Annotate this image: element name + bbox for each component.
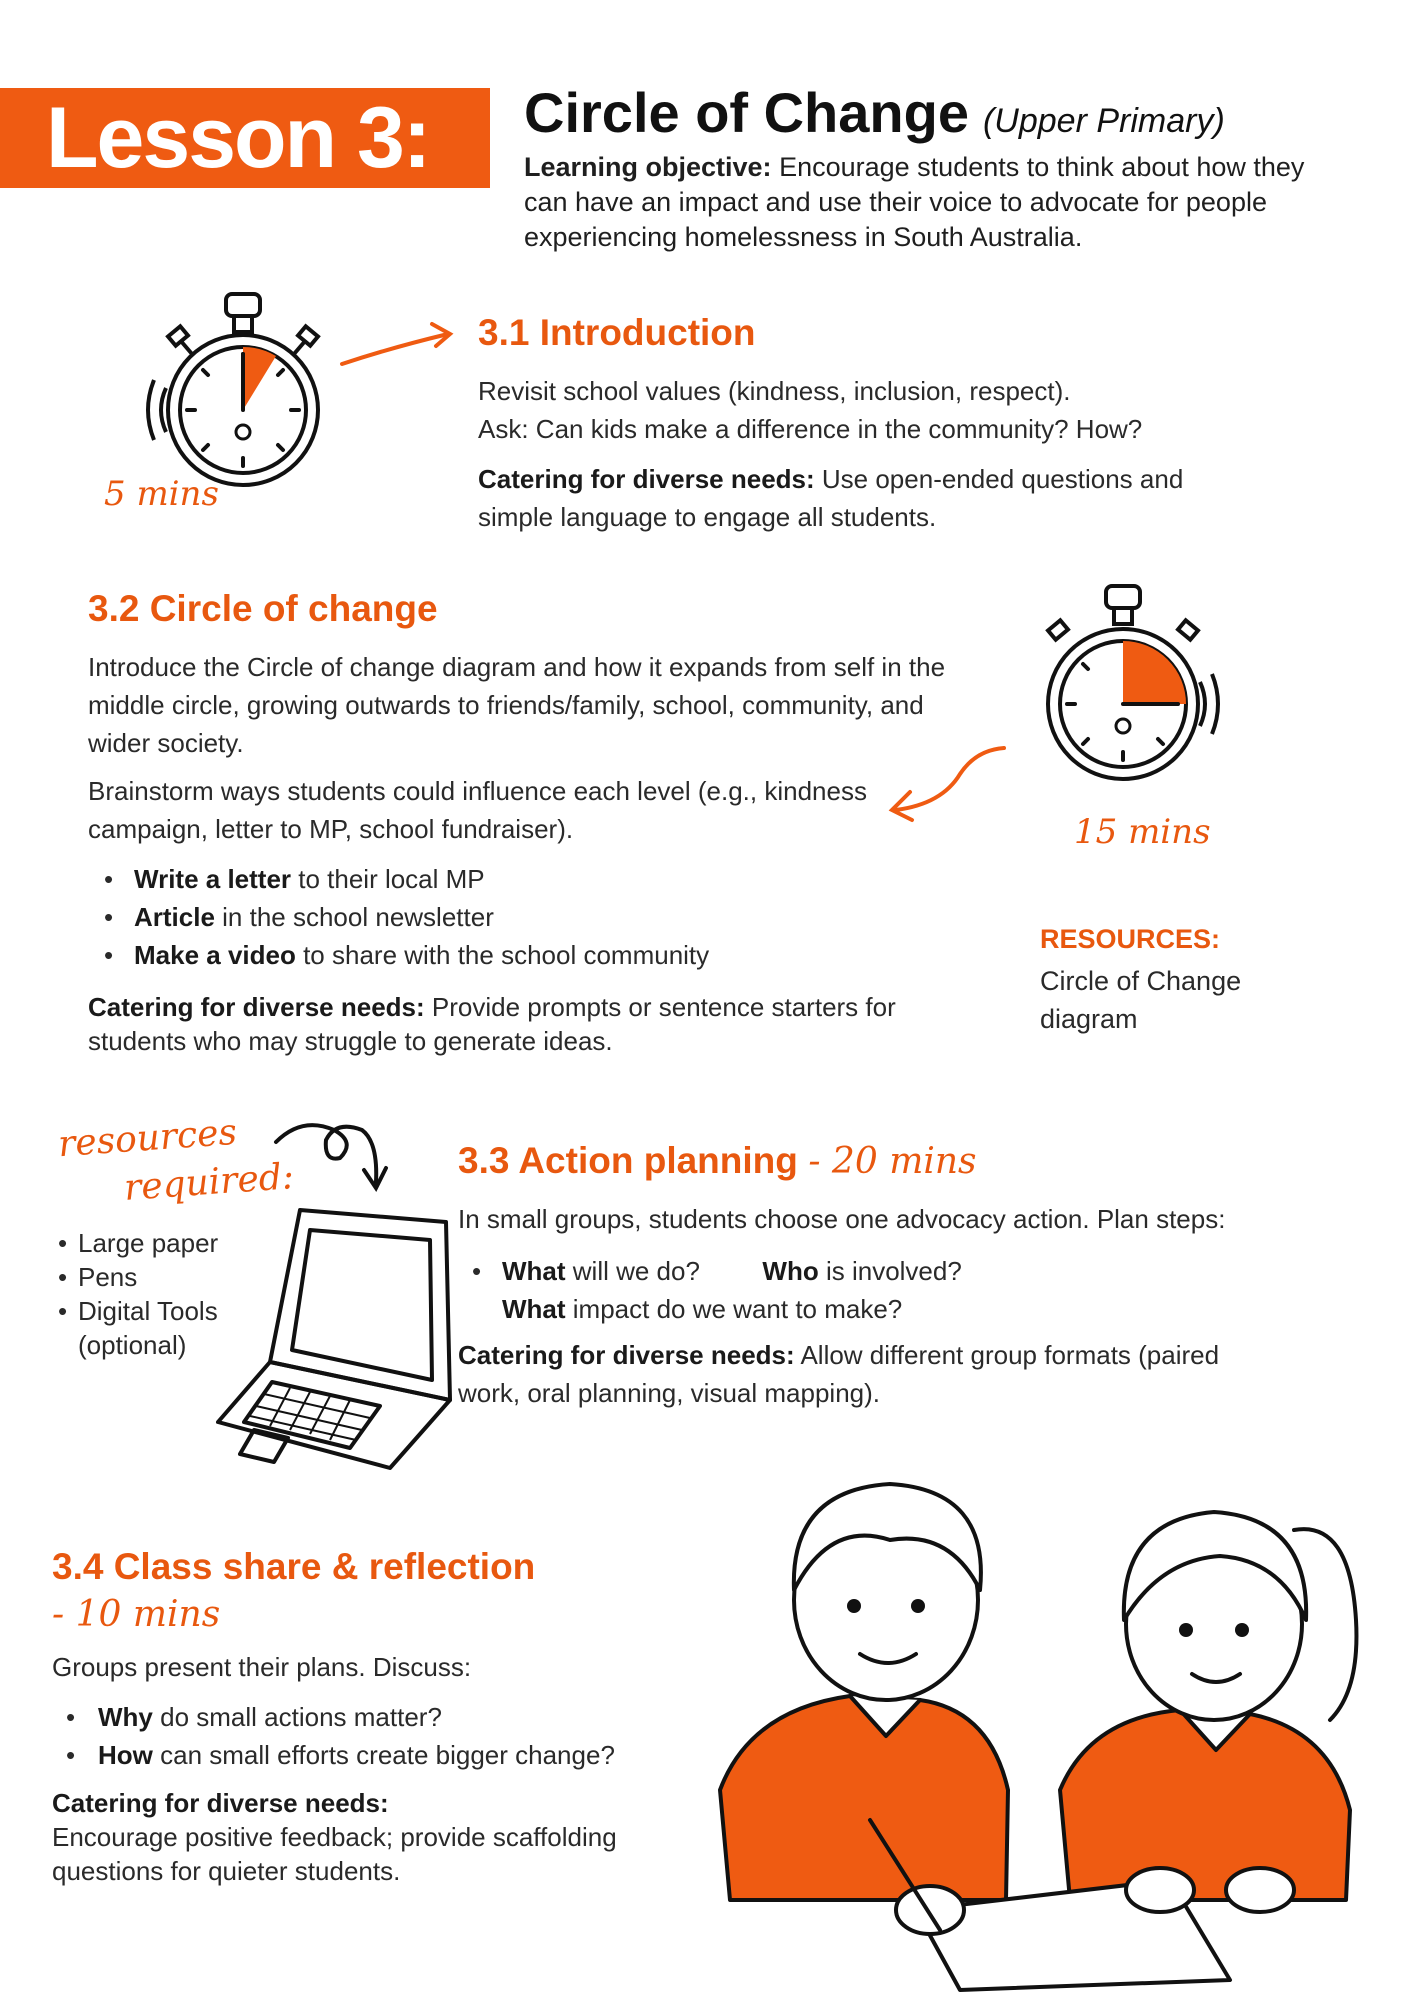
list-item-text: do small actions matter?: [152, 1702, 442, 1732]
list-item-bold: Why: [98, 1702, 153, 1732]
curly-arrow-icon: [272, 1112, 392, 1202]
section-3-1-heading: 3.1 Introduction: [478, 312, 756, 353]
bullet: •: [472, 1256, 482, 1286]
list-item: [52, 1736, 712, 1774]
diverse-text: Encourage positive feedback; provide scaffolding questions for quieter students.: [52, 1822, 617, 1886]
list-item-text: in the school newsletter: [214, 902, 494, 932]
title-text: Circle of Change: [524, 81, 969, 144]
section-3-1-body: [478, 372, 1358, 448]
lesson-label: Lesson 3:: [46, 90, 430, 186]
section-3-2-action-list: [90, 860, 890, 974]
list-item: [90, 936, 890, 974]
students-writing-illustration: [690, 1460, 1380, 1990]
intro-line-2: Ask: Can kids make a difference in the community? How?: [478, 414, 1143, 444]
objective-text: Encourage students to think about how they can have an impact and use their voice to advocate for people experiencing homelessness in South Australia.: [524, 152, 1305, 252]
section-3-2-heading: 3.2 Circle of change: [88, 588, 438, 629]
list-item: • Digital Tools (optional): [44, 1294, 304, 1362]
subtitle: (Upper Primary): [982, 102, 1225, 140]
time-15-mins: 15 mins: [1074, 812, 1211, 852]
q2-bold: Who: [762, 1256, 819, 1286]
list-item-bold: Write a letter: [134, 864, 292, 894]
stopwatch-15-mins-icon: [1020, 580, 1230, 810]
q1-bold: What: [502, 1256, 566, 1286]
learning-objective: [524, 150, 1324, 255]
section-3-2-diverse-needs: [88, 990, 988, 1058]
laptop-icon: [210, 1200, 480, 1480]
list-item-bold: Article: [134, 902, 215, 932]
resources-text: Circle of Change diagram: [1040, 966, 1242, 1034]
time-10-mins: - 10 mins: [52, 1594, 221, 1635]
resources-label: RESOURCES:: [1040, 924, 1221, 954]
section-3-4-intro: Groups present their plans. Discuss:: [52, 1652, 472, 1682]
list-item: • Large paper: [44, 1226, 304, 1260]
list-item-continuation: [462, 1290, 1262, 1328]
section-3-2-para-2: Brainstorm ways students could influence each level (e.g., kindness campaign, letter to MP, school fundraiser).: [88, 776, 867, 844]
list-item-bold: Make a video: [134, 940, 296, 970]
list-item: [462, 1252, 1262, 1290]
diverse-label: Catering for diverse needs:: [52, 1788, 389, 1818]
intro-line-1: Revisit school values (kindness, inclusion, respect).: [478, 376, 1071, 406]
diverse-text: Provide prompts or sentence starters for students who may struggle to generate ideas.: [88, 992, 896, 1056]
diverse-text: Allow different group formats (paired work, oral planning, visual mapping).: [458, 1340, 1220, 1408]
list-item: [52, 1698, 712, 1736]
time-20-mins: - 20 mins: [808, 1141, 977, 1182]
list-item: [90, 860, 890, 898]
lesson-banner: [0, 88, 490, 188]
list-item-text: to their local MP: [291, 864, 485, 894]
objective-label: Learning objective:: [524, 152, 772, 182]
section-3-4-diverse-needs: [52, 1786, 632, 1888]
section-3-1-diverse-needs: [478, 460, 1258, 536]
section-3-3-heading: [458, 1140, 977, 1182]
page-title: [524, 80, 1225, 145]
diverse-text: Use open-ended questions and simple language to engage all students.: [478, 464, 1184, 532]
section-3-4-questions: [52, 1698, 712, 1774]
list-item: • Pens: [44, 1260, 304, 1294]
resources-note-line-2: required:: [122, 1156, 296, 1209]
diverse-label: Catering for diverse needs:: [88, 992, 425, 1022]
section-3-3-questions: [462, 1252, 1262, 1328]
list-item-text: can small efforts create bigger change?: [152, 1740, 615, 1770]
section-3-3-diverse-needs: [458, 1336, 1258, 1412]
list-item-text: to share with the school community: [295, 940, 710, 970]
arrow-right-icon: [340, 322, 460, 372]
list-item: [90, 898, 890, 936]
q3-text: impact do we want to make?: [565, 1294, 903, 1324]
section-3-2-para-1: Introduce the Circle of change diagram and how it expands from self in the middle circle, growing outwards to friends/family, school, community, and wider society.: [88, 652, 946, 758]
section-3-3-intro: In small groups, students choose one advocacy action. Plan steps:: [458, 1204, 1226, 1234]
q3-bold: What: [502, 1294, 566, 1324]
q1-text: will we do?: [565, 1256, 700, 1286]
time-5-mins: 5 mins: [104, 474, 219, 514]
section-3-4-heading: 3.4 Class share & reflection: [52, 1546, 536, 1587]
q2-text: is involved?: [818, 1256, 962, 1286]
diverse-label: Catering for diverse needs:: [458, 1340, 795, 1370]
curved-arrow-left-icon: [880, 740, 1010, 820]
section-3-3-title: 3.3 Action planning: [458, 1140, 798, 1181]
diverse-label: Catering for diverse needs:: [478, 464, 815, 494]
resources-note-line-1: resources: [56, 1111, 239, 1166]
list-item-bold: How: [98, 1740, 153, 1770]
